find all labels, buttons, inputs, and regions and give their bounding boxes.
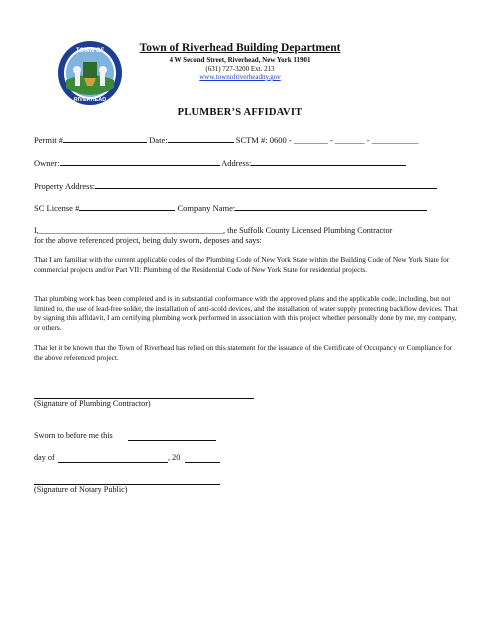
intro-line-1 [34,226,392,236]
sworn-day-field[interactable] [128,440,216,441]
property-address-row [34,180,437,191]
affidavit-paragraph-3: That let it be known that the Town of Riverhead has relied on this statement for the issuance of the Certificate of Occupancy or Compliance for the above referenced project. [34,343,453,362]
sworn-label: Sworn to before me this [34,431,113,440]
affidavit-paragraph-2: That plumbing work has been completed and is in substantial conformance with the approved plans and the applicable code, including, but not limited to, the use of lead-free solder, the installation of anti-scold devices, and the installation of water supply protecting backflow devices. That by signing this affidavit, I am certifying plumbing work performed in association with this project whether personally done by me, my company, or others. [34,294,458,332]
sctm-label[interactable]: SCTM #: 0600 - ________ - _______ - ___________ [235,135,419,145]
company-name-field[interactable] [235,202,427,211]
owner-label: Owner: [34,158,60,168]
year-field[interactable] [185,462,220,463]
contractor-name-blank[interactable]: _____________________________________________ [38,226,223,235]
document-title: PLUMBER’S AFFIDAVIT [177,107,303,118]
license-row [34,202,427,213]
day-of-month-field[interactable] [58,462,168,463]
seal-text-bottom: RIVERHEAD [73,97,107,103]
affidavit-paragraph-1: That I am familiar with the current applicable codes of the Plumbing Code of New York State within the Building Code of New York State for commercial projects and/or Part VII: Plumbing of the Residential Code of New York State for residential projects. [34,255,450,274]
property-address-label: Property Address: [34,181,96,191]
date-label: Date: [149,135,168,145]
department-website-link[interactable]: www.townofriverheadny.gov [199,73,281,81]
address-label: Address: [221,158,252,168]
date-field[interactable] [168,134,234,143]
year-prefix-label: , 20 [168,453,181,462]
intro-line-2: for the above referenced project, being duly sworn, deposes and says: [34,236,262,245]
permit-row [34,134,418,145]
day-of-label: day of [34,453,55,462]
department-phone: (631) 727-3200 Ext. 213 [205,65,275,73]
intro-suffix: , the Suffolk County Licensed Plumbing Contractor [223,226,393,235]
seal-text-top: TOWN OF [75,48,105,54]
sc-license-label: SC License # [34,203,80,213]
sc-license-field[interactable] [79,202,175,211]
address-field[interactable] [251,157,406,166]
company-name-label: Company Name: [177,203,236,213]
permit-label: Permit # [34,135,64,145]
town-seal [57,40,123,106]
department-name: Town of Riverhead Building Department [139,42,341,54]
contractor-signature-label: (Signature of Plumbing Contractor) [34,399,151,408]
permit-field[interactable] [63,134,147,143]
owner-row [34,157,406,168]
property-address-field[interactable] [95,180,437,189]
owner-field[interactable] [60,157,220,166]
notary-signature-label: (Signature of Notary Public) [34,485,128,494]
department-address: 4 W Second Street, Riverhead, New York 11901 [169,56,311,64]
intro-prefix: I, [34,226,39,235]
